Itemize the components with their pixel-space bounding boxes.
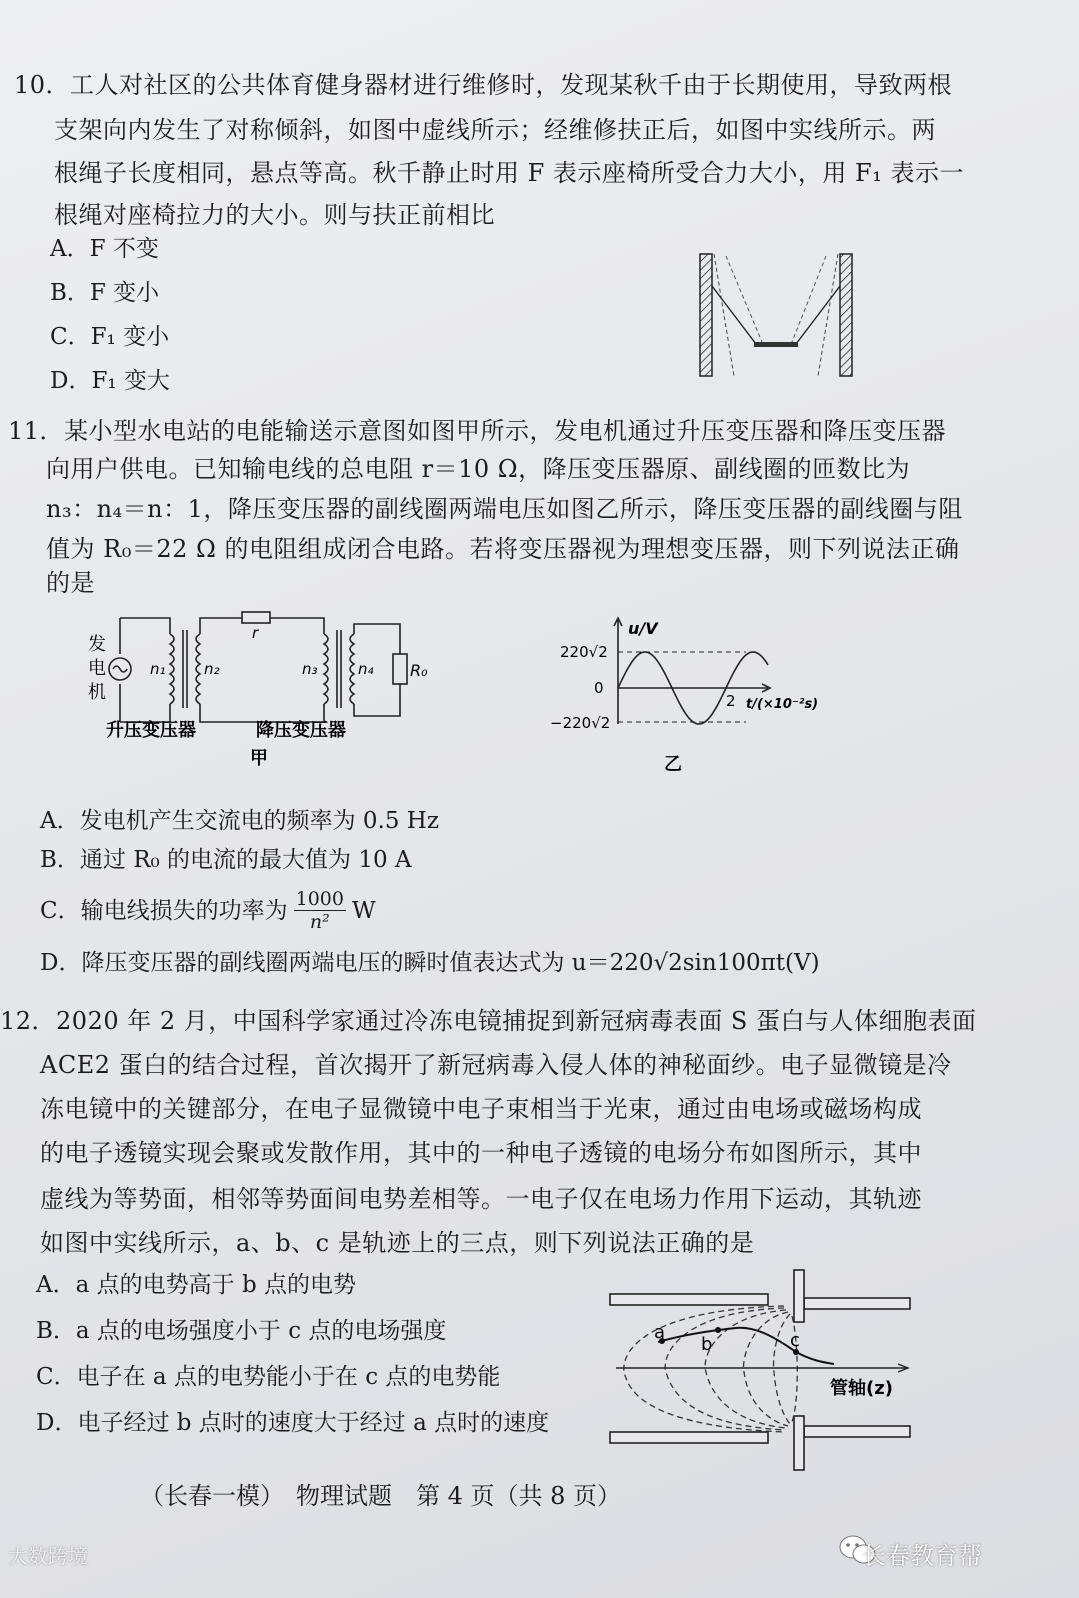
tilted-left-support	[714, 254, 734, 376]
lower-left-electrode	[610, 1432, 768, 1443]
left-rope	[712, 286, 756, 344]
zero-label: 0	[594, 679, 604, 697]
q12-option-a: A．a 点的电势高于 b 点的电势	[36, 1272, 356, 1298]
tube-axis-label: 管轴(z)	[830, 1378, 893, 1399]
r-label: r	[252, 624, 259, 642]
voltage-waveform-chart	[546, 612, 846, 778]
old-right-rope	[792, 256, 826, 342]
generator-label-3: 机	[88, 682, 106, 703]
equipotential-surfaces	[624, 1306, 797, 1432]
q11-option-c-unit: W	[351, 897, 376, 924]
q10-option-c: C．F₁ 变小	[50, 324, 170, 350]
tilted-right-support	[818, 254, 838, 376]
swing-diagram	[690, 246, 870, 382]
watermark-left: 大数跨境	[8, 1544, 88, 1568]
n2-label: n₂	[204, 660, 220, 678]
generator-label-1: 发	[88, 634, 106, 655]
q10-line-4: 根绳对座椅拉力的大小。则与扶正前相比	[54, 201, 495, 229]
point-a-label: a	[654, 1322, 666, 1343]
q11-line-5: 的是	[46, 569, 95, 597]
q11-option-a: A．发电机产生交流电的频率为 0.5 Hz	[40, 808, 439, 834]
lower-right-electrode	[804, 1426, 910, 1437]
y-max-label: 220√2	[560, 643, 608, 661]
lower-aperture-plate	[794, 1416, 804, 1470]
y-min-label: −220√2	[550, 714, 611, 732]
q10-line-3: 根绳子长度相同，悬点等高。秋千静止时用 F 表示座椅所受合力大小，用 F₁ 表示一	[54, 159, 964, 187]
point-b-dot	[715, 1327, 721, 1333]
load-resistor-R0	[393, 654, 407, 684]
electron-trajectory	[658, 1328, 834, 1364]
x-tick-2: 2	[726, 692, 736, 710]
x-axis-label: t/(×10⁻²s)	[746, 697, 819, 712]
q12-line-3: 冻电镜中的关键部分，在电子显微镜中电子束相当于光束，通过由电场或磁场构成	[40, 1095, 922, 1123]
q11-line-4: 值为 R₀＝22 Ω 的电阻组成闭合电路。若将变压器视为理想变压器，则下列说法正确	[46, 535, 960, 563]
electron-lens-diagram	[606, 1268, 918, 1474]
q12-option-b: B．a 点的电场强度小于 c 点的电场强度	[36, 1318, 447, 1344]
q11-option-c-text: C．输电线损失的功率为	[40, 897, 288, 924]
n1-label: n₁	[150, 660, 166, 678]
q10-option-a: A．F 不变	[50, 236, 159, 262]
upper-aperture-plate	[794, 1270, 804, 1322]
q12-line-2: ACE2 蛋白的结合过程，首次揭开了新冠病毒入侵人体的神秘面纱。电子显微镜是冷	[40, 1051, 952, 1079]
q12-line-4: 的电子透镜实现会聚或发散作用，其中的一种电子透镜的电场分布如图所示，其中	[40, 1139, 922, 1167]
q12-option-d: D．电子经过 b 点时的速度大于经过 a 点时的速度	[36, 1410, 550, 1436]
point-b-label: b	[701, 1334, 713, 1355]
q12-line-6: 如图中实线所示，a、b、c 是轨迹上的三点，则下列说法正确的是	[40, 1229, 755, 1257]
watermark-right: 长春教育帮	[862, 1542, 982, 1570]
q11-line-1: 11．某小型水电站的电能输送示意图如图甲所示，发电机通过升压变压器和降压变压器	[8, 417, 947, 445]
q11-option-b: B．通过 R₀ 的电流的最大值为 10 A	[40, 847, 412, 873]
n4-label: n₄	[358, 660, 374, 678]
swing-seat	[754, 342, 798, 347]
upper-left-electrode	[610, 1294, 768, 1305]
q12-option-c: C．电子在 a 点的电势能小于在 c 点的电势能	[36, 1364, 501, 1390]
page-footer: （长春一模） 物理试题 第 4 页（共 8 页）	[140, 1482, 622, 1510]
q11-option-c	[40, 888, 376, 933]
right-support	[840, 254, 852, 376]
figure-yi-caption: 乙	[664, 754, 682, 775]
q11-line-2: 向用户供电。已知输电线的总电阻 r＝10 Ω，降压变压器原、副线圈的匝数比为	[46, 455, 911, 483]
step-up-transformer-label: 升压变压器	[106, 720, 196, 741]
fraction-numerator: 1000	[295, 888, 344, 910]
line-resistor-r	[242, 612, 270, 623]
n3-label: n₃	[302, 660, 318, 678]
upper-right-electrode	[804, 1298, 910, 1309]
point-c-label: c	[790, 1330, 800, 1351]
q10-line-1: 10．工人对社区的公共体育健身器材进行维修时，发现某秋千由于长期使用，导致两根	[14, 71, 953, 99]
q11-line-3: n₃：n₄＝n：1，降压变压器的副线圈两端电压如图乙所示，降压变压器的副线圈与阻	[46, 495, 963, 523]
q10-line-2: 支架向内发生了对称倾斜，如图中虚线所示；经维修扶正后，如图中实线所示。两	[54, 116, 936, 144]
fraction	[294, 888, 346, 933]
left-support	[700, 254, 712, 376]
q12-line-1: 12．2020 年 2 月，中国科学家通过冷冻电镜捕捉到新冠病毒表面 S 蛋白与人体细胞表面	[0, 1007, 977, 1035]
q10-option-d: D．F₁ 变大	[50, 368, 170, 394]
R0-label: R₀	[410, 661, 428, 680]
circuit-diagram	[84, 604, 444, 774]
fraction-denominator: n²	[309, 911, 330, 933]
figure-jia-caption: 甲	[250, 748, 268, 769]
step-down-transformer-label: 降压变压器	[256, 720, 346, 741]
generator-label-2: 电	[88, 658, 106, 679]
y-axis-label: u/V	[628, 619, 658, 638]
q10-option-b: B．F 变小	[50, 280, 160, 306]
q11-option-d: D．降压变压器的副线圈两端电压的瞬时值表达式为 u＝220√2sin100πt(V)	[40, 950, 820, 976]
q12-line-5: 虚线为等势面，相邻等势面间电势差相等。一电子仅在电场力作用下运动，其轨迹	[40, 1185, 922, 1213]
